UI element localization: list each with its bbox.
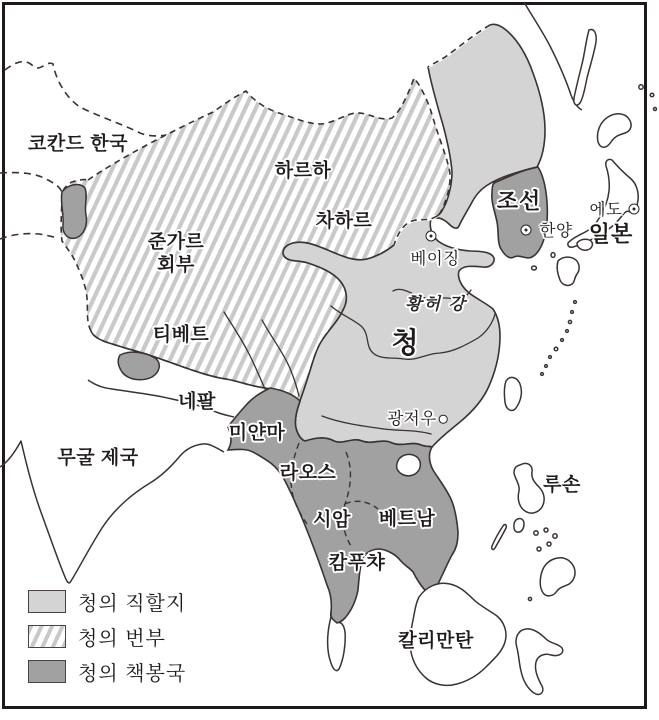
label-mughal-empire: 무굴 제국 xyxy=(57,447,139,469)
legend-label-direct-territory: 청의 직할지 xyxy=(78,593,187,615)
region-bhutan-patch xyxy=(118,352,159,380)
label-siam: 시암 xyxy=(313,509,351,531)
label-dzungar: 준가르 xyxy=(147,231,205,253)
legend-row-tributary xyxy=(28,660,186,683)
label-nepal: 네팔 xyxy=(178,391,216,413)
label-qing: 청 xyxy=(391,327,419,358)
legend-row-direct xyxy=(28,590,186,613)
label-guangzhou: 광저우 xyxy=(387,410,437,428)
legend xyxy=(28,590,186,695)
region-west-tributary-patch xyxy=(61,185,86,239)
label-yellow-river: 황허 강 xyxy=(405,294,467,314)
label-chahar: 차하르 xyxy=(315,210,373,232)
region-korea xyxy=(492,167,548,258)
legend-swatch-tributary-state xyxy=(28,660,66,683)
label-myanmar: 미얀마 xyxy=(228,422,286,444)
label-hanyang: 한양 xyxy=(539,222,573,240)
legend-swatch-vassal-region xyxy=(28,625,66,648)
label-tibet: 티베트 xyxy=(152,324,210,346)
label-kokand-khanate: 코칸드 한국 xyxy=(27,133,129,155)
label-edo: 에도 xyxy=(589,201,623,219)
label-vietnam: 베트남 xyxy=(378,508,436,530)
legend-label-tributary-state: 청의 책봉국 xyxy=(78,663,187,685)
label-huibu: 회부 xyxy=(157,254,195,276)
label-luzon: 루손 xyxy=(543,474,581,496)
label-kalimantan: 칼리만탄 xyxy=(398,630,474,652)
label-laos: 라오스 xyxy=(279,462,337,484)
label-khalkha: 하르하 xyxy=(274,160,332,182)
label-kampuchea: 캄푸챠 xyxy=(328,552,386,574)
legend-swatch-direct-territory xyxy=(28,590,66,613)
label-joseon: 조선 xyxy=(496,188,542,214)
label-japan: 일본 xyxy=(588,221,634,247)
legend-row-frontier xyxy=(28,625,186,648)
label-beijing: 베이징 xyxy=(410,250,460,268)
legend-label-vassal-region: 청의 번부 xyxy=(78,628,166,650)
